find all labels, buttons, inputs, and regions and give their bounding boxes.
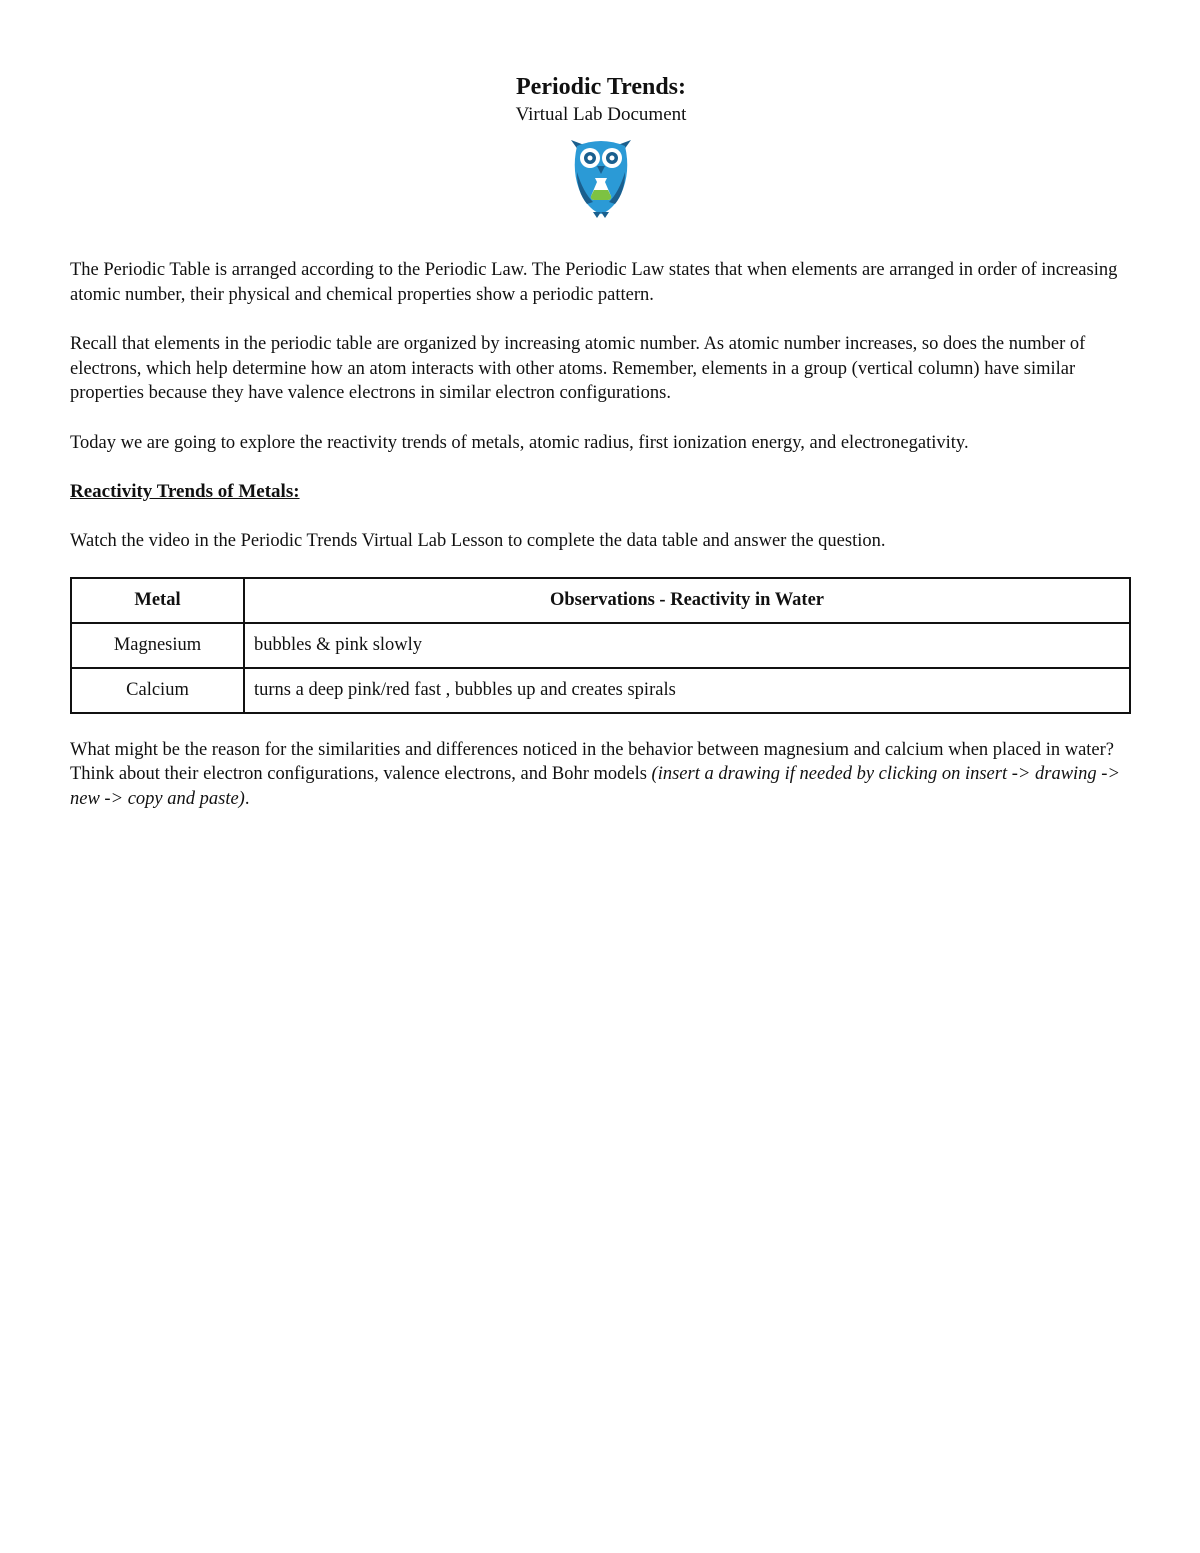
table-cell-metal[interactable]: Magnesium	[71, 623, 244, 668]
intro-paragraph-trends: Today we are going to explore the reactivity trends of metals, atomic radius, first ionization energy, and electronegativity.	[70, 432, 969, 453]
intro-paragraph-periodic-law: The Periodic Table is arranged according to the Periodic Law. The Periodic Law states that when elements are arranged in order of increasing atomic number, their physical and chemical properties show a periodic pattern.	[70, 260, 1118, 305]
section-heading-reactivity: Reactivity Trends of Metals:	[70, 481, 300, 502]
table-cell-observation[interactable]: turns a deep pink/red fast , bubbles up and creates spirals	[244, 668, 1130, 713]
question-end: .	[244, 788, 250, 809]
table-row	[71, 623, 1130, 668]
table-cell-observation[interactable]: bubbles & pink slowly	[244, 623, 1130, 668]
table-cell-metal[interactable]: Calcium	[71, 668, 244, 713]
owl-logo-icon	[567, 132, 635, 220]
document-title: Periodic Trends:	[516, 74, 686, 100]
intro-paragraph-atomic-number: Recall that elements in the periodic table are organized by increasing atomic number. As atomic number increases, so does the number of electrons, which help determine how an atom interacts with other atoms. Remember, elements in a group (vertical column) have similar properties because they have valence electrons in similar electron configurations.	[70, 334, 1086, 403]
question-italic-hint: (insert a drawing if needed by clicking on insert -> drawing -> new -> copy and paste)	[70, 764, 1120, 809]
section-instructions: Watch the video in the Periodic Trends Virtual Lab Lesson to complete the data table and answer the question.	[70, 531, 886, 551]
table-row	[71, 668, 1130, 713]
reactivity-data-table	[70, 577, 1131, 714]
table-header-metal: Metal	[71, 578, 244, 623]
table-header-row	[71, 578, 1130, 623]
question-text: What might be the reason for the similarities and differences noticed in the behavior between magnesium and calcium when placed in water? Think about their electron configurations, valence electrons, and Bohr models	[70, 739, 1115, 784]
table-header-observations: Observations - Reactivity in Water	[244, 578, 1130, 623]
document-subtitle: Virtual Lab Document	[515, 104, 687, 125]
logo-container	[70, 132, 1132, 224]
discussion-question	[70, 738, 1132, 812]
document-page	[70, 72, 1132, 830]
